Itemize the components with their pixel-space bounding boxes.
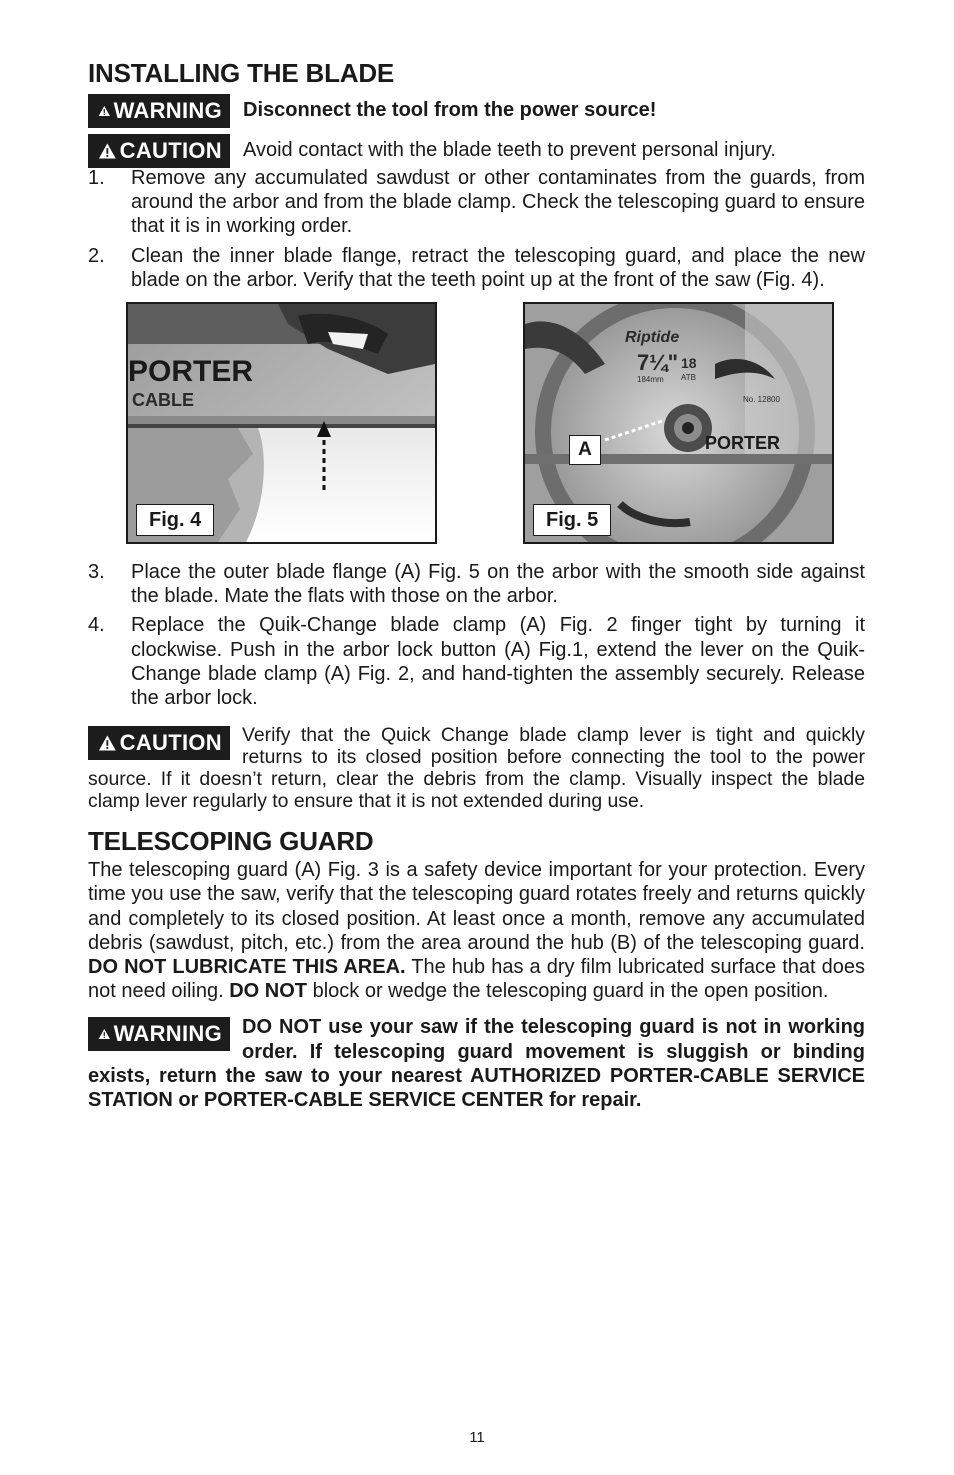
caution-block-2: [88, 724, 865, 812]
fig5-label: Fig. 5: [533, 504, 611, 536]
fig5-blade-size: 7¼": [637, 350, 679, 376]
warning-row: [88, 92, 865, 128]
page-number: 11: [469, 1429, 485, 1446]
fig5-callout-a: A: [569, 435, 601, 465]
list-item: 2. Clean the inner blade flange, retract the telescoping guard, and place the new blade on the arbor. Verify that the teeth point up at the front of the saw (Fig. 4).: [88, 244, 865, 291]
warning-triangle-icon: [98, 1025, 111, 1043]
caution-label: CAUTION: [88, 134, 230, 168]
fig5-blade-no: No. 12800: [743, 395, 780, 405]
warning-block-2: [88, 1015, 865, 1112]
warning-triangle-icon: [98, 102, 111, 120]
fig4-label: Fig. 4: [136, 504, 214, 536]
figure-4: [126, 302, 437, 544]
warning-text: Disconnect the tool from the power source!: [243, 99, 657, 121]
caution-text: Verify that the Quick Change blade clamp lever is tight and quickly returns to its closed position before connecting the tool to the power source. If it doesn’t return, clear the debris from the clamp. Visually inspect the blade clamp lever regularly to ensure that it is not extended during use.: [88, 724, 865, 813]
fig4-brand-text: PORTER: [128, 355, 254, 389]
caution-row: [88, 132, 865, 168]
fig5-blade-brand: Riptide: [625, 329, 680, 347]
fig5-blade-mm: 184mm: [637, 375, 664, 385]
figure-5: [523, 302, 834, 544]
guard-paragraph: The telescoping guard (A) Fig. 3 is a safety device important for your protection. Every time you use the saw, verify that the telescoping guard rotates freely and returns quickly and completely to its closed position. At least once a month, remove any accumulated debris (sawdust, pitch, etc.) from the area around the hub (B) of the telescoping guard. DO NOT LUBRICATE THIS AREA. The hub has a dry film lubricated surface that does not need oiling. DO NOT block or wedge the telescoping guard in the open position.: [88, 859, 865, 1003]
telescoping-heading: TELESCOPING GUARD: [88, 826, 374, 857]
warning-triangle-icon: [98, 734, 117, 752]
list-item: 3. Place the outer blade flange (A) Fig. 5 on the arbor with the smooth side against the blade. Mate the flats with those on the arbor.: [88, 561, 865, 608]
installing-heading: INSTALLING THE BLADE: [88, 58, 395, 88]
warning-label: WARNING: [88, 1017, 230, 1051]
manual-page: [88, 56, 865, 1112]
list-item: 1. Remove any accumulated sawdust or other contaminates from the guards, from around the arbor and from the blade clamp. Check the telescoping guard to ensure that it is in working order.: [88, 167, 865, 238]
warning-text: DO NOT use your saw if the telescoping guard is not in working order. If telescoping guard movement is sluggish or binding exists, return the saw to your nearest AUTHORIZED PORTER-CABLE SERVICE STATION or PORTER-CABLE SERVICE CENTER for repair.: [88, 1016, 865, 1112]
list-item: 4. Replace the Quik-Change blade clamp (A) Fig. 2 finger tight by turning it clockwise. Push in the arbor lock button (A) Fig.1, extend the lever on the Quik-Change blade clamp (A) Fig. 2, and hand-tighten the assembly securely. Release the arbor lock.: [88, 614, 865, 710]
fig5-blade-type: ATB: [681, 373, 696, 383]
steps-list-b: [88, 560, 865, 710]
steps-list-a: [88, 166, 865, 292]
fig5-brand-text: PORTER: [705, 433, 781, 454]
warning-triangle-icon: [98, 142, 117, 160]
caution-text: Avoid contact with the blade teeth to prevent personal injury.: [243, 139, 776, 161]
fig5-blade-teeth: 18: [681, 355, 697, 372]
figures-row: [88, 302, 865, 546]
fig4-brand2-text: CABLE: [132, 390, 194, 411]
caution-label: CAUTION: [88, 726, 230, 760]
warning-label: WARNING: [88, 94, 230, 128]
